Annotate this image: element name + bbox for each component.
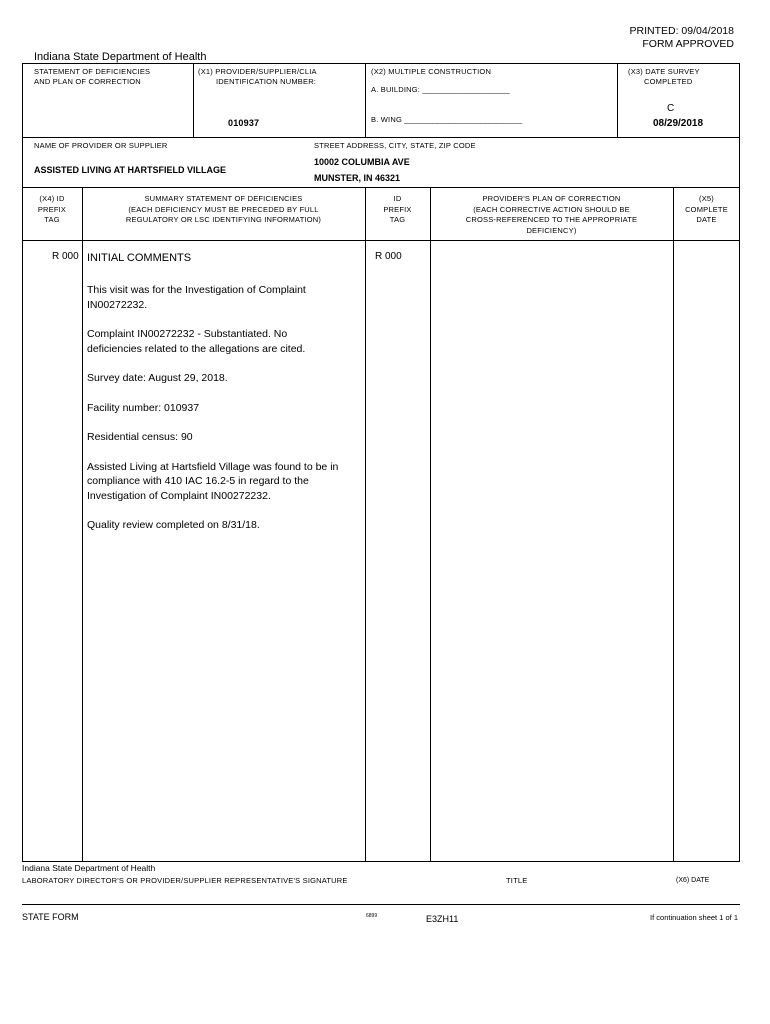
- id-tag: R 000: [375, 251, 402, 262]
- entry-paragraph: Residential census: 90: [87, 431, 193, 443]
- address-label: STREET ADDRESS, CITY, STATE, ZIP CODE: [314, 141, 476, 150]
- state-form-label: STATE FORM: [22, 912, 79, 922]
- agency-title: Indiana State Department of Health: [34, 51, 207, 63]
- entry-paragraph: Quality review completed on 8/31/18.: [87, 519, 260, 531]
- entry-paragraph: Complaint IN00272232 - Substantiated. No deficiencies related to the allegations are cited.: [87, 328, 306, 355]
- form-code: 6899: [366, 913, 378, 919]
- summary-column-header: SUMMARY STATEMENT OF DEFICIENCIES (EACH DEFICIENCY MUST BE PRECEDED BY FULL REGULATORY OR LSC IDENTIFYING INFORMATION): [125, 194, 322, 224]
- address-line-1: 10002 COLUMBIA AVE: [314, 157, 410, 167]
- building-field: A. BUILDING: ____________________: [371, 85, 510, 94]
- x5-column-header: (X5) COMPLETE DATE: [685, 194, 728, 224]
- entry-body: [87, 283, 349, 548]
- address-line-2: MUNSTER, IN 46321: [314, 173, 401, 183]
- event-id: E3ZH11: [426, 914, 459, 924]
- prefix-tag: R 000: [52, 251, 79, 262]
- printed-date: PRINTED: 09/04/2018: [629, 25, 734, 37]
- survey-letter: C: [667, 103, 675, 114]
- id-column-header: ID PREFIX TAG: [383, 194, 412, 224]
- x6-date-label: (X6) DATE: [676, 877, 710, 884]
- title-label: TITLE: [506, 876, 528, 885]
- entry-paragraph: Facility number: 010937: [87, 401, 200, 414]
- entry-paragraph: Assisted Living at Hartsfield Village was found to be in compliance with 410 IAC 16.2-5 in regard to the Investigation of Complaint IN00272232.: [87, 460, 339, 502]
- provider-id: 010937: [228, 118, 260, 128]
- entry-paragraph: Survey date: August 29, 2018.: [87, 372, 228, 384]
- footer-agency: Indiana State Department of Health: [22, 863, 156, 873]
- continuation-sheet: If continuation sheet 1 of 1: [650, 913, 738, 922]
- entry-paragraph: This visit was for the Investigation of Complaint IN00272232.: [87, 284, 306, 311]
- survey-date: 08/29/2018: [653, 118, 704, 129]
- entry-heading: INITIAL COMMENTS: [87, 252, 192, 264]
- plan-column-header: PROVIDER'S PLAN OF CORRECTION (EACH CORRECTIVE ACTION SHOULD BE CROSS-REFERENCED TO THE APPROPRIATE DEFICIENCY): [465, 194, 638, 235]
- form-status: FORM APPROVED: [642, 38, 734, 50]
- signature-label: LABORATORY DIRECTOR'S OR PROVIDER/SUPPLIER REPRESENTATIVE'S SIGNATURE: [22, 876, 348, 885]
- wing-field: B. WING ___________________________: [371, 115, 523, 124]
- provider-name: ASSISTED LIVING AT HARTSFIELD VILLAGE: [34, 165, 227, 175]
- x4-column-header: (X4) ID PREFIX TAG: [37, 194, 67, 224]
- provider-name-label: NAME OF PROVIDER OR SUPPLIER: [34, 141, 168, 150]
